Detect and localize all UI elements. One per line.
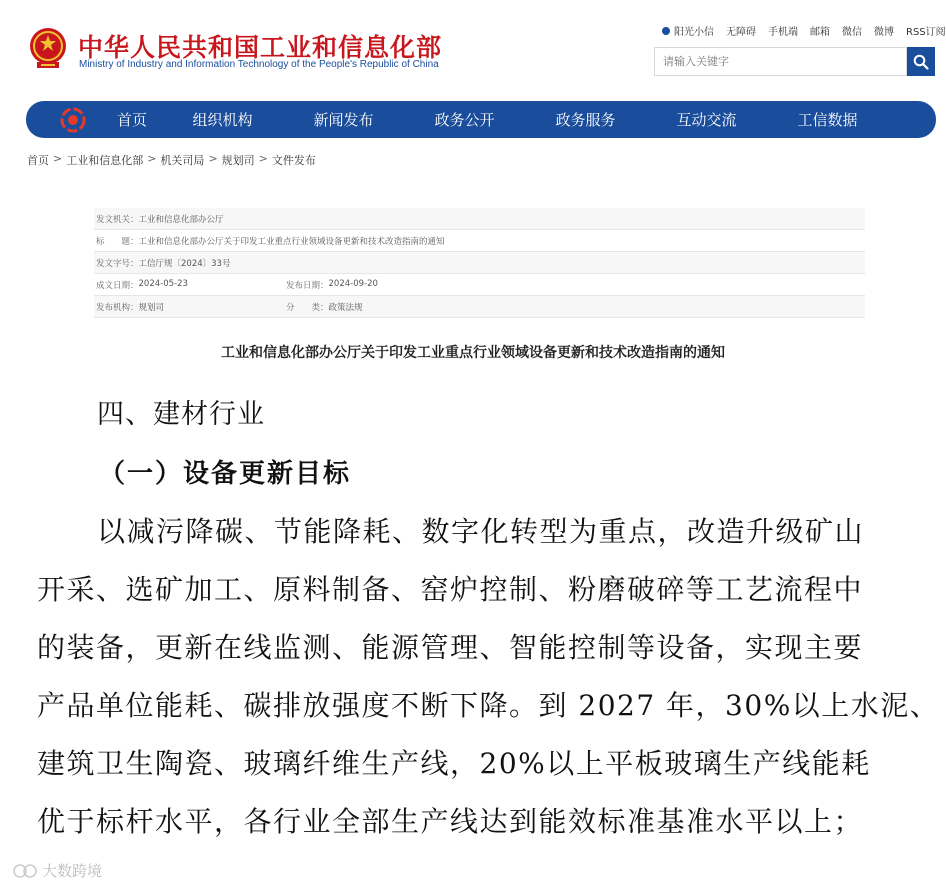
search-input[interactable] [655, 48, 906, 75]
nav-item-interaction[interactable]: 互动交流 [676, 111, 737, 129]
nav-item-data[interactable]: 工信数据 [797, 111, 858, 129]
chevron-right-icon: > [258, 152, 268, 165]
breadcrumb-planning[interactable]: 规划司 [221, 154, 255, 167]
nav-item-home[interactable]: 首页 [116, 111, 147, 129]
top-link-sunshine[interactable]: 阳光小信 [656, 23, 720, 38]
meta-published-date: 2024-09-20 [328, 278, 378, 289]
paragraph-line: 建筑卫生陶瓷、玻璃纤维生产线，20%以上平板玻璃生产线能耗 [37, 747, 871, 780]
paragraph-line: 优于标杆水平，各行业全部生产线达到能效标准基准水平以上； [37, 805, 864, 838]
meta-label: 成文日期： [96, 280, 139, 291]
nav-item-government-affairs[interactable]: 政务公开 [434, 111, 495, 129]
meta-created-date: 2024-05-23 [138, 278, 188, 289]
meta-label: 发文机关： [96, 214, 139, 225]
meta-label: 发文字号： [96, 258, 139, 269]
document-title: 工业和信息化部办公厅关于印发工业重点行业领域设备更新和技术改造指南的通知 [221, 345, 725, 361]
breadcrumb-ministry[interactable]: 工业和信息化部 [66, 154, 144, 167]
meta-row-agency [94, 296, 865, 318]
meta-row-title [94, 230, 865, 252]
search-box [654, 47, 907, 76]
chevron-right-icon: > [147, 152, 157, 165]
nav-item-news[interactable]: 新闻发布 [313, 111, 374, 129]
meta-label: 发布日期： [286, 280, 329, 291]
chevron-right-icon: > [53, 152, 63, 165]
site-name-cn[interactable]: 中华人民共和国工业和信息化部 [78, 33, 443, 62]
paragraph-line: 的装备，更新在线监测、能源管理、智能控制等设备，实现主要 [37, 631, 864, 664]
search-button[interactable] [907, 47, 935, 76]
subsection-heading: （一）设备更新目标 [99, 459, 352, 489]
watermark-text: 大数跨境 [42, 862, 103, 880]
top-link-rss[interactable]: RSS订阅 [906, 27, 946, 38]
section-heading: 四、建材行业 [97, 399, 265, 430]
meta-row-issuer [94, 208, 865, 230]
meta-category: 政策法规 [328, 302, 363, 313]
meta-label: 标 题： [96, 236, 139, 247]
breadcrumb-bureaus[interactable]: 机关司局 [160, 154, 205, 167]
meta-row-docno [94, 252, 865, 274]
national-emblem-icon [27, 26, 69, 70]
top-link-mail[interactable]: 邮箱 [810, 27, 830, 38]
meta-issuer: 工业和信息化部办公厅 [138, 214, 224, 225]
top-link-weibo[interactable]: 微博 [874, 27, 894, 38]
watermark-logo-icon [12, 862, 38, 880]
paragraph-line: 以减污降碳、节能降耗、数字化转型为重点，改造升级矿山 [97, 515, 865, 548]
top-link-mobile[interactable]: 手机端 [768, 27, 798, 38]
main-nav [26, 101, 936, 138]
paragraph-line: 产品单位能耗、碳排放强度不断下降。到 2027 年，30%以上水泥、 [37, 689, 940, 722]
chevron-right-icon: > [208, 152, 218, 165]
watermark [12, 860, 102, 881]
meta-docno: 工信厅规〔2024〕33号 [138, 258, 231, 269]
meta-row-dates [94, 274, 865, 296]
breadcrumb-home[interactable]: 首页 [27, 154, 49, 167]
nav-item-organization[interactable]: 组织机构 [192, 111, 253, 129]
meta-label: 分 类： [286, 302, 329, 313]
breadcrumb-documents[interactable]: 文件发布 [271, 154, 316, 167]
top-link-wechat[interactable]: 微信 [842, 27, 862, 38]
nav-item-services[interactable]: 政务服务 [555, 111, 616, 129]
document-metadata-table [94, 208, 865, 318]
top-link-accessibility[interactable]: 无障碍 [726, 27, 756, 38]
search-icon [913, 54, 929, 70]
paragraph-line: 开采、选矿加工、原料制备、窑炉控制、粉磨破碎等工艺流程中 [37, 573, 864, 606]
sunshine-icon [662, 27, 670, 35]
top-links [656, 23, 946, 38]
breadcrumb [27, 152, 316, 168]
meta-agency: 规划司 [138, 302, 165, 313]
meta-label: 发布机构： [96, 302, 139, 313]
site-name-en: Ministry of Industry and Information Technology of the People's Republic of China [79, 59, 439, 70]
meta-title: 工业和信息化部办公厅关于印发工业重点行业领域设备更新和技术改造指南的通知 [138, 236, 445, 247]
ministry-logo-icon [60, 107, 86, 133]
